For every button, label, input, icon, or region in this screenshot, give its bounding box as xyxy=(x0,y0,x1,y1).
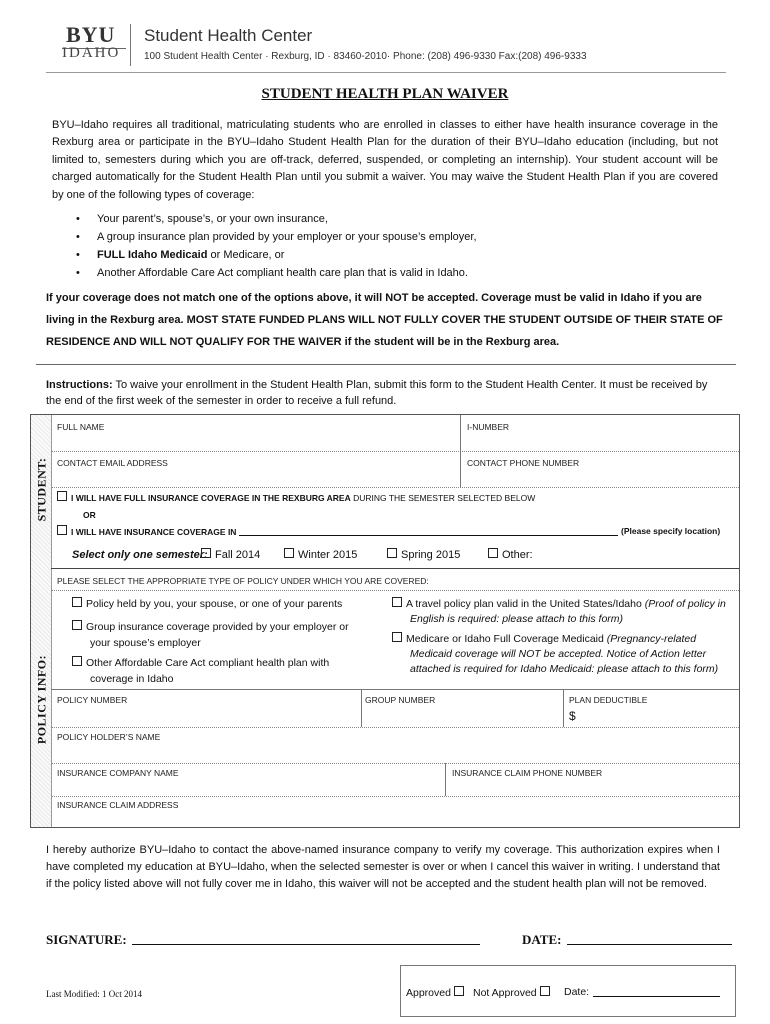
section-divider xyxy=(51,568,739,569)
checkbox[interactable] xyxy=(392,597,402,607)
or-label: OR xyxy=(83,510,96,520)
policy-section-label: POLICY INFO: xyxy=(34,654,49,745)
checkbox[interactable] xyxy=(454,986,464,996)
signature-label: SIGNATURE: xyxy=(46,932,127,947)
checkbox[interactable] xyxy=(72,620,82,630)
checkbox[interactable] xyxy=(72,597,82,607)
email-field[interactable] xyxy=(57,470,457,485)
coverage-location-field[interactable] xyxy=(239,523,618,536)
group-number-field[interactable] xyxy=(365,707,560,723)
authorization-statement: I hereby authorize BYU–Idaho to contact the above-named insurance company to verify my coverage. This authorization expires when I have completed my education at BYU–Idaho, when the selected semester is over or when I cancel this waiver in writing. I understand that if the policy listed above will not fully cover me in Idaho, this waiver will not be accepted and the student health plan will not be removed. xyxy=(46,844,720,890)
plan-deductible-field[interactable] xyxy=(580,707,734,723)
policy-holder-label: POLICY HOLDER’S NAME xyxy=(57,732,161,742)
row-divider xyxy=(51,451,739,452)
plan-deductible-label: PLAN DEDUCTIBLE xyxy=(569,695,648,705)
header-vertical-divider xyxy=(130,24,131,66)
date-field[interactable] xyxy=(567,930,732,945)
policy-travel-option[interactable]: A travel policy plan valid in the United States/Idaho (Proof of policy in English is required: please attach to this form) xyxy=(392,597,726,627)
idaho-logo-text: IDAHO xyxy=(62,45,121,61)
location-note: (Please specify location) xyxy=(621,526,721,536)
checkbox[interactable] xyxy=(392,632,402,642)
semester-winter-2015[interactable]: Winter 2015 xyxy=(284,548,357,561)
field-divider xyxy=(361,689,362,727)
checkbox[interactable] xyxy=(57,491,67,501)
header-rule xyxy=(46,72,726,73)
row-divider xyxy=(51,763,739,764)
policy-parents-option[interactable]: Policy held by you, your spouse, or one of your parents xyxy=(72,597,342,610)
claim-address-field[interactable] xyxy=(57,812,733,825)
section-divider xyxy=(36,364,736,365)
semester-other[interactable]: Other: xyxy=(488,548,533,561)
policy-number-label: POLICY NUMBER xyxy=(57,695,128,705)
page-title: STUDENT HEALTH PLAN WAIVER xyxy=(261,86,509,102)
list-item: • Your parent’s, spouse’s, or your own insurance, xyxy=(52,210,712,228)
full-name-field[interactable] xyxy=(57,434,457,450)
policy-aca-option[interactable]: Other Affordable Care Act compliant health plan with coverage in Idaho xyxy=(72,655,329,687)
row-divider xyxy=(51,689,739,690)
approved-option[interactable]: Approved xyxy=(406,986,468,999)
instructions: Instructions: To waive your enrollment in the Student Health Plan, submit this form to the Student Health Center. It must be received by the end of the first week of the semester in order to receive a full refund. xyxy=(46,379,708,407)
list-item: • Another Affordable Care Act compliant health care plan that is valid in Idaho. xyxy=(52,264,712,282)
checkbox[interactable] xyxy=(387,548,397,558)
field-divider xyxy=(563,689,564,727)
semester-spring-2015[interactable]: Spring 2015 xyxy=(387,548,460,561)
coverage-list xyxy=(52,210,712,282)
coverage-warning: If your coverage does not match one of the options above, it will NOT be accepted. Coverage must be valid in Idaho if you are living in the Rexburg area. MOST STATE FUNDED PLANS WILL NOT FULLY COVER THE STUDENT OUTSIDE OF THEIR STATE OF RESIDENCE AND WILL NOT QUALIFY FOR THE WAIVER if the student will be in the Rexburg area. xyxy=(46,292,723,348)
other-coverage-option[interactable]: I WILL HAVE INSURANCE COVERAGE IN xyxy=(57,525,236,537)
email-label: CONTACT EMAIL ADDRESS xyxy=(57,458,168,468)
checkbox[interactable] xyxy=(201,548,211,558)
insurance-company-label: INSURANCE COMPANY NAME xyxy=(57,768,179,778)
insurance-company-field[interactable] xyxy=(57,780,439,794)
rexburg-coverage-option[interactable]: I WILL HAVE FULL INSURANCE COVERAGE IN THE REXBURG AREA DURING THE SEMESTER SELECTED BELOW xyxy=(57,491,535,503)
group-number-label: GROUP NUMBER xyxy=(365,695,436,705)
student-section-label: STUDENT: xyxy=(34,457,49,522)
checkbox[interactable] xyxy=(488,548,498,558)
list-item: • A group insurance plan provided by your employer or your spouse’s employer, xyxy=(52,228,712,246)
claim-phone-field[interactable] xyxy=(452,780,732,794)
checkbox[interactable] xyxy=(540,986,550,996)
policy-group-option[interactable]: Group insurance coverage provided by your employer or your spouse’s employer xyxy=(72,619,349,651)
center-name: Student Health Center xyxy=(144,26,313,45)
field-divider xyxy=(460,451,461,487)
i-number-field[interactable] xyxy=(467,434,732,450)
policy-type-prompt: PLEASE SELECT THE APPROPRIATE TYPE OF POLICY UNDER WHICH YOU ARE COVERED: xyxy=(57,576,429,586)
semester-label: Select only one semester: xyxy=(72,549,208,561)
semester-fall-2014[interactable]: Fall 2014 xyxy=(201,548,260,561)
checkbox[interactable] xyxy=(284,548,294,558)
date-label: DATE: xyxy=(522,932,562,947)
policy-medicaid-option[interactable]: Medicare or Idaho Full Coverage Medicaid (Pregnancy-related Medicaid coverage will NOT be accepted. Notice of Action letter attached is required for Idaho Medicaid: please attach to this form) xyxy=(392,632,718,677)
office-date-field[interactable] xyxy=(593,984,720,997)
list-item: • FULL Idaho Medicaid or Medicare, or xyxy=(52,246,712,264)
intro-paragraph: BYU–Idaho requires all traditional, matriculating students who are enrolled in classes to either have health insurance coverage in the Rexburg area or participate in the BYU–Idaho Student Health Plan for the duration of their BYU–Idaho education (including, but not limited to, semesters during which you are off-track, deferred, suspended, or completing an internship). Your student account will be charged automatically for the Student Health Plan until you submit a waiver. You may waive the Student Health Plan if you are covered by one of the following types of coverage: xyxy=(52,119,718,201)
row-divider xyxy=(51,727,739,728)
phone-label: CONTACT PHONE NUMBER xyxy=(467,458,580,468)
full-name-label: FULL NAME xyxy=(57,422,105,432)
last-modified: Last Modified: 1 Oct 2014 xyxy=(46,989,142,999)
row-divider xyxy=(51,796,739,797)
policy-number-field[interactable] xyxy=(57,707,357,723)
checkbox[interactable] xyxy=(57,525,67,535)
not-approved-option[interactable]: Not Approved xyxy=(473,986,554,999)
claim-address-label: INSURANCE CLAIM ADDRESS xyxy=(57,800,179,810)
row-divider xyxy=(51,487,739,488)
field-divider xyxy=(445,763,446,796)
field-divider xyxy=(460,415,461,451)
office-date-label: Date: xyxy=(564,986,590,998)
i-number-label: I-NUMBER xyxy=(467,422,510,432)
checkbox[interactable] xyxy=(72,656,82,666)
center-address: 100 Student Health Center · Rexburg, ID · 83460-2010· Phone: (208) 496-9330 Fax:(208) 496-9333 xyxy=(144,51,587,62)
deductible-currency: $ xyxy=(569,709,576,723)
signature-field[interactable] xyxy=(132,930,480,945)
row-divider xyxy=(51,590,739,591)
phone-field[interactable] xyxy=(467,470,732,485)
byu-logo-text: BYU xyxy=(66,22,116,47)
policy-holder-field[interactable] xyxy=(57,744,733,760)
claim-phone-label: INSURANCE CLAIM PHONE NUMBER xyxy=(452,768,603,778)
